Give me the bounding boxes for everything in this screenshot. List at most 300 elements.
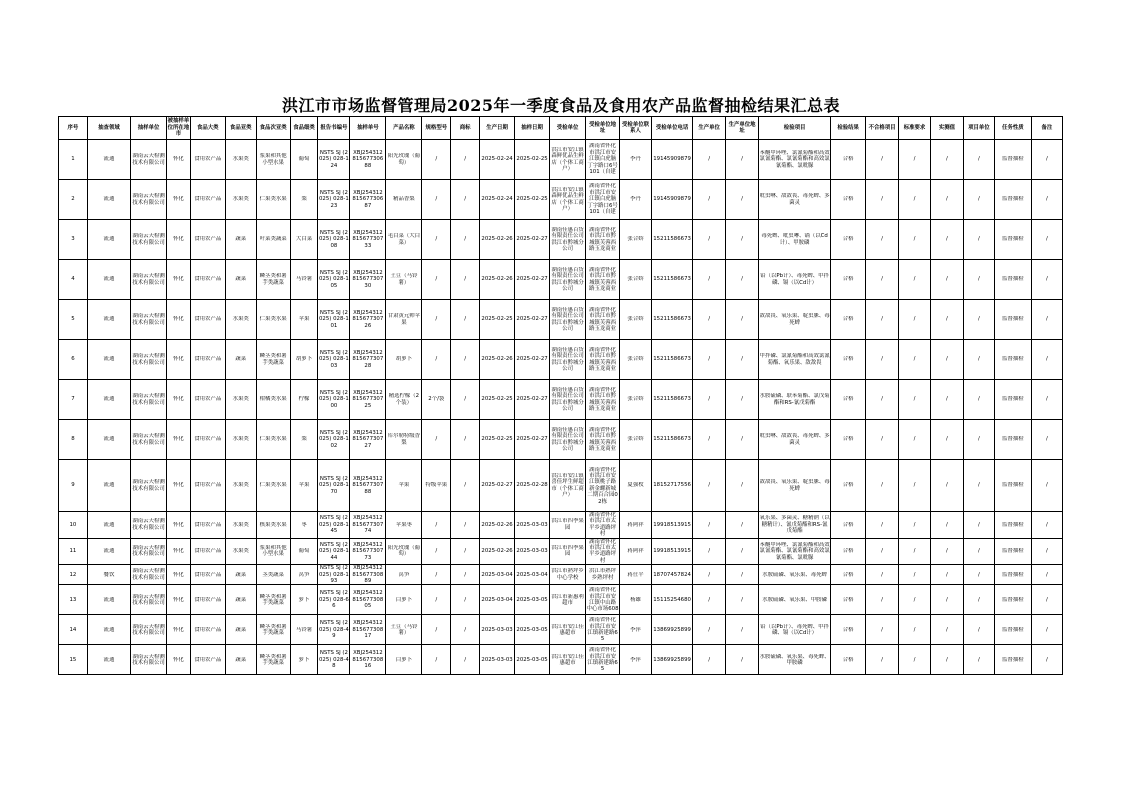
cell-text: 毒死蜱、吡虫啉、镉（以Cd计）、甲胺磷 [761,233,828,246]
cell-meas [930,140,963,180]
cell-text: 怀化 [173,571,184,578]
cell-text: 15211586673 [653,436,691,443]
cell-no [59,645,88,675]
cell-fail [866,340,899,380]
cell-text: / [881,571,883,578]
cell-text: 食用农产品 [194,156,222,163]
cell-contact [620,585,652,615]
cell-phone [651,180,692,220]
cell-contact [620,380,652,420]
cell-text: 监督抽检 [1002,316,1024,323]
cell-brand [451,565,480,585]
cell-text: 监督抽检 [1002,521,1024,528]
cell-phone [651,565,692,585]
cell-text: 水果类 [232,436,249,443]
cell-text: 合格 [842,396,854,403]
cell-text: / [913,356,916,363]
cell-text: 监督抽检 [1002,656,1024,663]
cell-std [899,260,931,300]
cell-text: / [913,571,916,578]
cell-task [994,260,1031,300]
cell-sub [225,180,256,220]
cell-subsub [256,140,290,180]
cell-text: / [977,596,980,603]
cell-cat [190,260,225,300]
cell-maker-addr [726,538,759,565]
cell-text: / [464,236,467,243]
cell-text: XBJ254312 815677307 28 [352,349,384,369]
cell-text: XBJ254312 815677307 27 [352,429,384,449]
cell-text: 浆果和其他小型水果 [259,153,287,166]
cell-brand [451,220,480,260]
cell-subsub [256,615,290,645]
cell-text: / [977,656,980,663]
cell-text: 2个/袋 [428,396,445,403]
cell-result [831,300,866,340]
cell-no [59,538,88,565]
cell-sampler [131,340,167,380]
column-header: 生产日期 [480,117,515,140]
cell-text: 9 [71,482,75,489]
cell-text: 食用农产品 [194,626,222,633]
cell-text: 流通 [103,396,115,403]
cell-addr [586,585,620,615]
cell-maker-addr [726,340,759,380]
cell-text: 12 [69,571,77,578]
cell-iunit [963,512,994,539]
cell-iunit [963,380,994,420]
cell-text: 食用农产品 [194,482,222,489]
cell-text: 2025-03-03 [516,548,548,555]
cell-city [167,585,191,615]
cell-maker [693,538,726,565]
cell-text: 流通 [103,316,115,323]
cell-note [1031,512,1062,539]
cell-product [386,645,422,675]
cell-text: XBJ254312 815677306 87 [352,189,384,209]
cell-text: / [708,396,711,403]
cell-fine [290,512,318,539]
cell-text: 湖南省怀化市洪江市安江镇桃子路新金螺新城二期百合园02栋 [587,466,618,505]
cell-task [994,538,1031,565]
cell-text: 水胺硫磷、氧乐果、毒死蜱 [762,571,827,578]
cell-brand [451,460,480,512]
cell-text: / [1046,656,1048,663]
cell-std [899,460,931,512]
cell-field [87,300,130,340]
cell-text: 15211586673 [653,236,691,243]
cell-note [1031,585,1062,615]
cell-unit [550,380,586,420]
cell-meas [930,645,963,675]
cell-result [831,615,866,645]
cell-task [994,615,1031,645]
cell-contact [620,512,652,539]
cell-text: / [946,196,948,203]
cell-text: / [913,436,916,443]
cell-iunit [963,615,994,645]
cell-fail [866,460,899,512]
cell-no [59,220,88,260]
cell-fail [866,260,899,300]
cell-text: 怀化 [173,236,184,243]
cell-fine [290,615,318,645]
cell-city [167,460,191,512]
cell-text: / [881,316,883,323]
cell-result [831,180,866,220]
cell-iunit [963,645,994,675]
cell-text: 2025-02-27 [516,436,548,443]
cell-sample-date [515,300,550,340]
cell-text: 2025-02-25 [481,436,513,443]
cell-text: 2025-03-04 [481,596,513,603]
cell-text: 李丹 [630,156,641,163]
cell-text: 仁果类水果 [259,436,287,443]
cell-text: 萝卜 [298,596,310,603]
cell-note [1031,565,1062,585]
cell-text: / [464,548,467,555]
cell-note [1031,180,1062,220]
cell-text: / [435,571,438,578]
cell-field [87,565,130,585]
cell-sub [225,512,256,539]
column-header: 检验项目 [759,117,831,140]
cell-text: / [946,316,948,323]
cell-no [59,260,88,300]
cell-text: / [741,396,743,403]
cell-text: 监督抽检 [1002,196,1024,203]
cell-text: 2025-03-05 [516,626,548,633]
cell-std [899,220,931,260]
cell-text: / [977,236,980,243]
cell-addr [586,140,620,180]
cell-text: / [741,571,743,578]
cell-product [386,220,422,260]
cell-text: 食用农产品 [194,396,222,403]
cell-text: 精选柠檬（2个装） [388,393,420,406]
cell-field [87,615,130,645]
cell-iunit [963,340,994,380]
cell-cat [190,460,225,512]
cell-sampler [131,220,167,260]
cell-no [59,300,88,340]
cell-text: / [913,196,916,203]
cell-maker [693,420,726,460]
cell-task [994,645,1031,675]
cell-spec [422,180,451,220]
cell-text: / [946,482,948,489]
cell-text: 叶菜类蔬菜 [259,236,287,243]
cell-text: 流通 [103,596,115,603]
column-header: 受检单位电话 [651,117,692,140]
cell-fail [866,220,899,260]
cell-product [386,260,422,300]
cell-text: / [913,656,916,663]
cell-report [318,300,350,340]
cell-product [386,538,422,565]
cell-sample [350,420,386,460]
cell-maker [693,220,726,260]
cell-cat [190,180,225,220]
cell-field [87,180,130,220]
cell-text: / [741,236,743,243]
cell-text: 怀化 [173,276,184,283]
cell-text: 张合娇 [627,276,644,283]
cell-product [386,340,422,380]
cell-text: 流通 [103,436,115,443]
cell-report [318,380,350,420]
cell-note [1031,260,1062,300]
cell-text: 湖南云天检测技术有限公司 [132,313,165,326]
cell-text: / [977,156,980,163]
cell-text: / [741,196,743,203]
cell-text: 马铃薯 [295,276,313,283]
cell-text: 李萍 [630,656,641,663]
cell-text: 湖南省怀化市洪江市安江镇中山路中心市场608 [586,587,619,613]
cell-subsub [256,512,290,539]
cell-text: / [913,548,916,555]
cell-prod-date [480,140,515,180]
cell-text: 2025-02-27 [516,316,548,323]
cell-unit [550,140,586,180]
table-row [59,460,1063,512]
cell-no [59,512,88,539]
cell-text: NSTS SJ (2025) 028-103 [318,349,349,369]
column-header: 食品大类 [190,117,225,140]
column-header: 食品亚类 [225,117,256,140]
cell-text: 白萝卜 [395,656,412,663]
cell-text: 食用农产品 [194,571,222,578]
cell-text: 湖南省怀化市洪江市黔城镇芙蓉西路玉龙商业 [589,226,617,252]
column-header: 商标 [451,117,480,140]
cell-report [318,538,350,565]
cell-std [899,420,931,460]
cell-text: 2025-02-26 [481,276,513,283]
cell-items [759,340,831,380]
cell-phone [651,645,692,675]
cell-text: / [946,548,948,555]
cell-meas [930,615,963,645]
cell-text: / [977,276,980,283]
cell-text: 仁果类水果 [259,316,287,323]
cell-fail [866,380,899,420]
cell-maker [693,460,726,512]
cell-text: 核果类水果 [259,521,287,528]
cell-text: / [464,521,467,528]
cell-fail [866,615,899,645]
cell-text: 2025-02-27 [516,356,548,363]
cell-no [59,180,88,220]
cell-text: / [464,571,467,578]
cell-subsub [256,538,290,565]
cell-prod-date [480,512,515,539]
cell-text: 湖南佳惠百货有限责任公司洪江市黔城分公司 [551,386,584,412]
column-header: 不合格项目 [866,117,899,140]
cell-sampler [131,420,167,460]
cell-no [59,615,88,645]
cell-text: 合格 [842,196,854,203]
cell-sample-date [515,460,550,512]
cell-sample [350,260,386,300]
cell-text: 怀化 [173,396,184,403]
cell-text: NSTS SJ (2025) 028-49 [318,620,349,640]
cell-brand [451,380,480,420]
cell-text: 18707457824 [653,571,691,578]
cell-text: / [881,656,883,663]
cell-unit [550,300,586,340]
cell-text: XBJ254312 815677307 33 [352,229,384,249]
cell-text: NSTS SJ (2025) 028-105 [318,269,349,289]
cell-maker-addr [726,645,759,675]
cell-prod-date [480,380,515,420]
cell-phone [651,340,692,380]
cell-iunit [963,180,994,220]
cell-text: 鳞茎类和薯芋类蔬菜 [259,593,287,606]
cell-text: 合格 [842,156,854,163]
cell-text: XBJ254312 815677308 17 [352,620,384,640]
cell-text: / [1046,626,1048,633]
cell-addr [586,260,620,300]
cell-prod-date [480,260,515,300]
cell-result [831,420,866,460]
cell-text: 合格 [842,548,854,555]
cell-sample [350,220,386,260]
cell-text: 湖南云天检测技术有限公司 [132,433,165,446]
cell-text: 2025-03-05 [516,656,548,663]
cell-cat [190,585,225,615]
cell-fail [866,645,899,675]
cell-sample-date [515,538,550,565]
cell-text: / [708,236,711,243]
column-header: 抽样单位 [131,117,167,140]
cell-fine [290,220,318,260]
cell-text: 大白菜 [295,236,313,243]
table-row [59,538,1063,565]
cell-text: 水胺硫磷、氧乐果、甲胺磷 [762,596,827,603]
cell-addr [586,615,620,645]
cell-text: 萝卜 [298,656,310,663]
cell-text: XBJ254312 815677307 30 [352,269,384,289]
cell-text: 10 [69,521,77,528]
cell-text: 苯醚甲环唑、氯氰菊酯和高效氯氰菊酯、氯氰菊酯和高效氯氰菊酯、氯吡脲 [759,149,830,169]
cell-items [759,512,831,539]
column-header: 抽查领域 [87,117,130,140]
cell-text: 15211586673 [653,276,691,283]
cell-text: 合格 [842,626,854,633]
cell-text: 合格 [842,656,854,663]
cell-sample-date [515,140,550,180]
cell-text: XBJ254312 815677307 26 [352,309,384,329]
cell-meas [930,220,963,260]
cell-city [167,565,191,585]
cell-items [759,645,831,675]
cell-product [386,140,422,180]
cell-field [87,460,130,512]
cell-maker-addr [726,512,759,539]
cell-report [318,565,350,585]
cell-text: 2025-02-26 [481,356,513,363]
cell-text: 毛白菜（大白菜） [387,233,421,246]
cell-text: / [1046,521,1048,528]
cell-text: / [946,396,948,403]
cell-note [1031,340,1062,380]
cell-product [386,380,422,420]
cell-items [759,140,831,180]
cell-addr [586,645,620,675]
cell-no [59,565,88,585]
cell-city [167,220,191,260]
cell-text: / [741,626,743,633]
cell-text: 敌敌畏、氧乐果、啶虫脒、毒死蜱 [759,479,830,492]
cell-maker [693,615,726,645]
cell-text: / [708,626,711,633]
cell-text: 茎类蔬菜 [262,571,284,578]
cell-task [994,380,1031,420]
cell-text: / [435,521,438,528]
cell-text: / [464,276,467,283]
cell-sub [225,420,256,460]
cell-no [59,340,88,380]
cell-sample-date [515,220,550,260]
cell-text: / [435,626,438,633]
cell-text: / [913,156,916,163]
cell-spec [422,538,451,565]
cell-iunit [963,420,994,460]
column-header: 被抽样单位所在地市 [167,117,191,140]
cell-unit [550,180,586,220]
cell-sample [350,380,386,420]
cell-product [386,300,422,340]
column-header: 生产单位 [693,117,726,140]
cell-sub [225,260,256,300]
cell-addr [586,512,620,539]
cell-fine [290,300,318,340]
cell-brand [451,645,480,675]
cell-text: / [464,596,467,603]
cell-text: / [881,482,883,489]
cell-city [167,180,191,220]
cell-text: / [977,436,980,443]
cell-brand [451,140,480,180]
cell-text: 监督抽检 [1002,396,1024,403]
cell-text: / [1046,196,1048,203]
cell-text: 监督抽检 [1002,548,1024,555]
cell-text: / [464,482,467,489]
cell-text: 怀化 [173,316,184,323]
cell-text: 洪江市四季果园 [551,545,584,558]
cell-note [1031,140,1062,180]
cell-text: XBJ254312 815677307 25 [352,389,384,409]
table-row [59,300,1063,340]
cell-sample [350,300,386,340]
cell-text: 蔬菜 [235,571,247,578]
cell-sampler [131,565,167,585]
cell-text: 13 [69,596,77,603]
cell-task [994,220,1031,260]
cell-sub [225,585,256,615]
cell-sub [225,380,256,420]
cell-spec [422,460,451,512]
cell-text: 浆果和其他小型水果 [259,545,287,558]
cell-text: 6 [71,356,75,363]
cell-text: / [1046,436,1048,443]
cell-addr [586,220,620,260]
cell-addr [586,565,620,585]
cell-spec [422,380,451,420]
cell-result [831,538,866,565]
column-header: 抽样日期 [515,117,550,140]
cell-text: 流通 [103,626,115,633]
